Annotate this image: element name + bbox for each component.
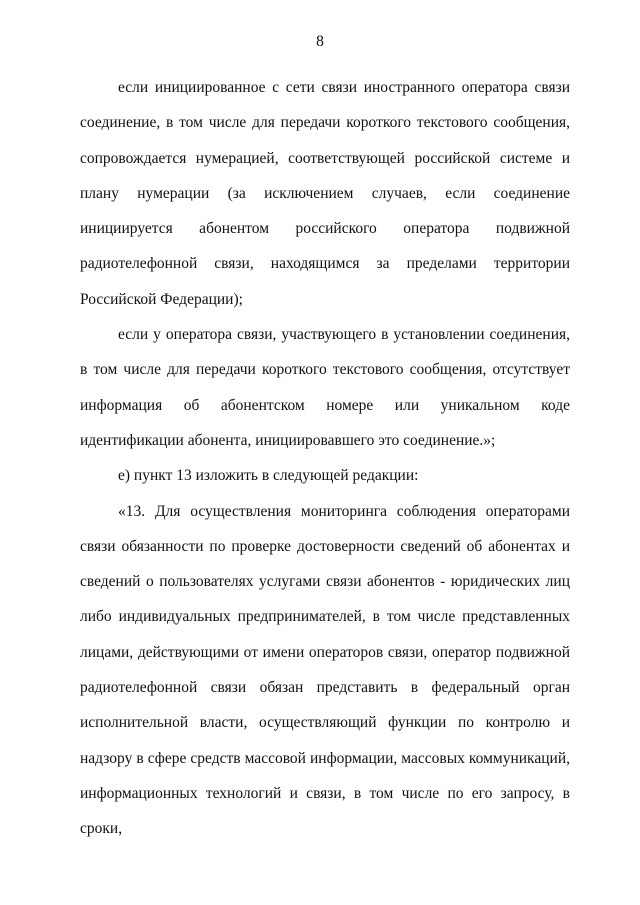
paragraph-item-13-amendment: е) пункт 13 изложить в следующей редакции: bbox=[118, 467, 419, 485]
page-number: 8 bbox=[316, 33, 324, 50]
paragraph-missing-subscriber-info: если у оператора связи, участвующего в установлении соединения, в том числе для передачи короткого текстового сообщения, отсутствует информация об абонентском номере или уникальном коде идентификации абонента, инициировавшего это соединение.»; bbox=[80, 326, 570, 449]
paragraph-foreign-operator-numbering: если инициированное с сети связи иностранного оператора связи соединение, в том числе для передачи короткого текстового сообщения, сопровождается нумерацией, соответствующей российской системе и плану нумерации (за исключением случаев, если соединение инициируется абонентом российского оператора подвижной радиотелефонной связи, находящимся за пределами территории Российской Федерации); bbox=[80, 79, 570, 308]
paragraph-item-13-text: «13. Для осуществления мониторинга соблюдения операторами связи обязанности по проверке достоверности сведений об абонентах и сведений о пользователях услугами связи абонентов - юридических лиц либо индивидуальных предпринимателей, в том числе представленных лицами, действующими от имени операторов связи, оператор подвижной радиотелефонной связи обязан представить в федеральный орган исполнительной власти, осуществляющий функции по контролю и надзору в сфере средств массовой информации, массовых коммуникаций, информационных технологий и связи, в том числе по его запросу, в сроки, bbox=[80, 502, 570, 838]
document-body bbox=[80, 70, 570, 847]
